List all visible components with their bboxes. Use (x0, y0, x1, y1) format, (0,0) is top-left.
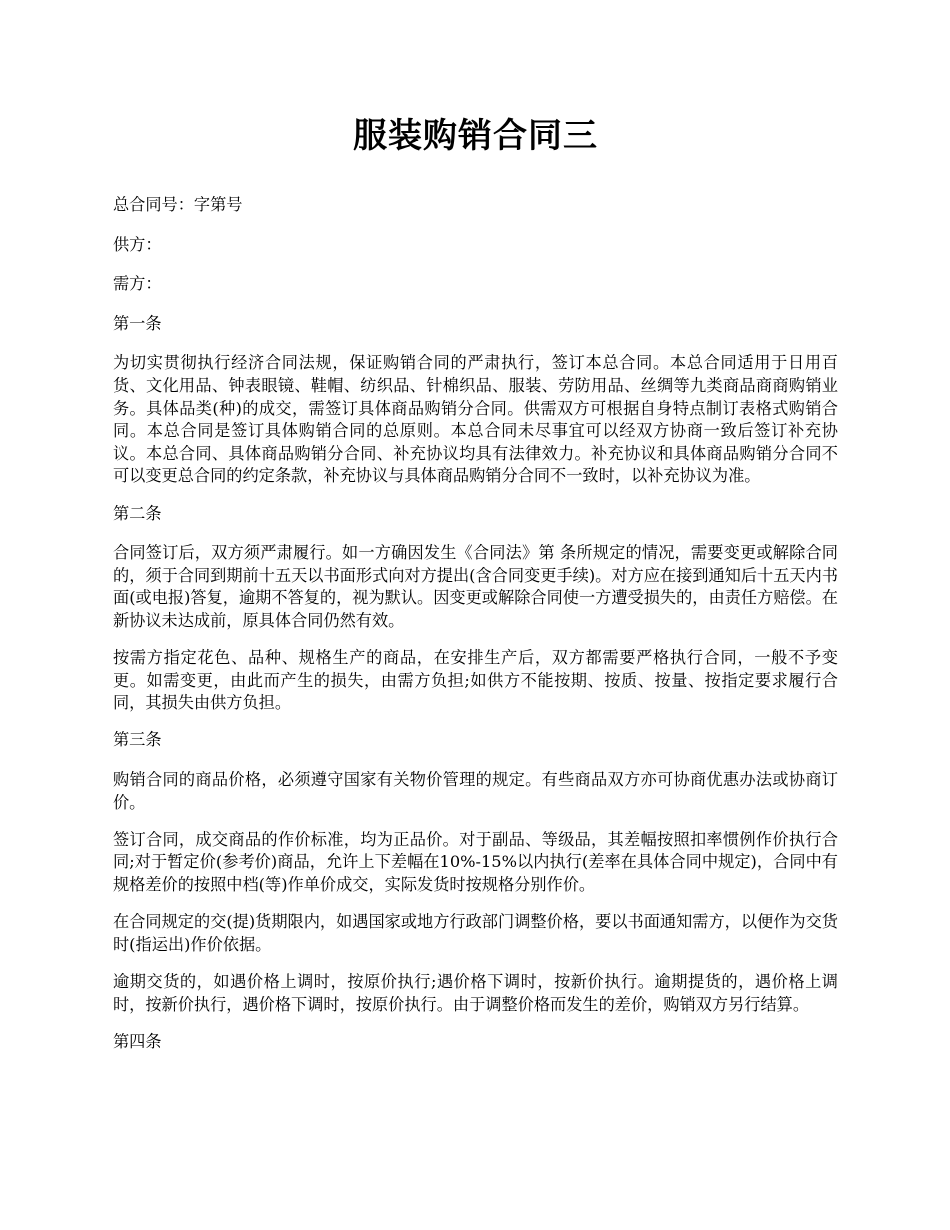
article-2-paragraph-1: 合同签订后，双方须严肃履行。如一方确因发生《合同法》第 条所规定的情况，需要变更或解除合同的，须于合同到期前十五天以书面形式向对方提出(含合同变更手续)。对方应在接到通知后十五天内书面(或电报)答复，逾期不答复的，视为默认。因变更或解除合同使一方遭受损失的，由责任方赔偿。在新协议未达成前，原具体合同仍然有效。 (113, 543, 838, 630)
article-4-heading: 第四条 (113, 1031, 162, 1051)
article-3-paragraph-1: 购销合同的商品价格，必须遵守国家有关物价管理的规定。有些商品双方亦可协商优惠办法或协商订价。 (113, 770, 838, 812)
article-2-paragraph-2: 按需方指定花色、品种、规格生产的商品，在安排生产后，双方都需要严格执行合同，一般不予变更。如需变更，由此而产生的损失，由需方负担;如供方不能按期、按质、按量、按指定要求履行合同，其损失由供方负担。 (113, 648, 838, 713)
contract-number: 总合同号：字第号 (113, 195, 243, 214)
buyer-line: 需方： (113, 274, 162, 294)
article-2-heading: 第二条 (113, 503, 162, 523)
article-3-heading: 第三条 (113, 730, 162, 750)
document-title: 服装购销合同三 (353, 116, 598, 156)
article-1-heading: 第一条 (113, 313, 162, 333)
article-1-paragraph-1: 为切实贯彻执行经济合同法规，保证购销合同的严肃执行，签订本总合同。本总合同适用于日用百货、文化用品、钟表眼镜、鞋帽、纺织品、针棉织品、服装、劳防用品、丝绸等九类商品商商购销业务。具体品类(种)的成交，需签订具体商品购销分合同。供需双方可根据自身特点制订表格式购销合同。本总合同是签订具体购销合同的总原则。本总合同未尽事宜可以经双方协商一致后签订补充协议。本总合同、具体商品购销分合同、补充协议均具有法律效力。补充协议和具体商品购销分合同不可以变更总合同的约定条款，补充协议与具体商品购销分合同不一致时，以补充协议为准。 (113, 353, 838, 486)
article-3-paragraph-4: 逾期交货的，如遇价格上调时，按原价执行;遇价格下调时，按新价执行。逾期提货的，遇价格上调时，按新价执行，遇价格下调时，按原价执行。由于调整价格而发生的差价，购销双方另行结算。 (113, 972, 838, 1014)
article-3-paragraph-2: 签订合同，成交商品的作价标准，均为正品价。对于副品、等级品，其差幅按照扣率惯例作价执行合同;对于暂定价(参考价)商品，允许上下差幅在10%-15%以内执行(差率在具体合同中规定)，合同中有规格差价的按照中档(等)作单价成交，实际发货时按规格分别作价。 (113, 829, 838, 895)
article-3-paragraph-3: 在合同规定的交(提)货期限内，如遇国家或地方行政部门调整价格，要以书面通知需方，以便作为交货时(指运出)作价依据。 (113, 912, 838, 954)
supplier-line: 供方： (113, 234, 162, 254)
